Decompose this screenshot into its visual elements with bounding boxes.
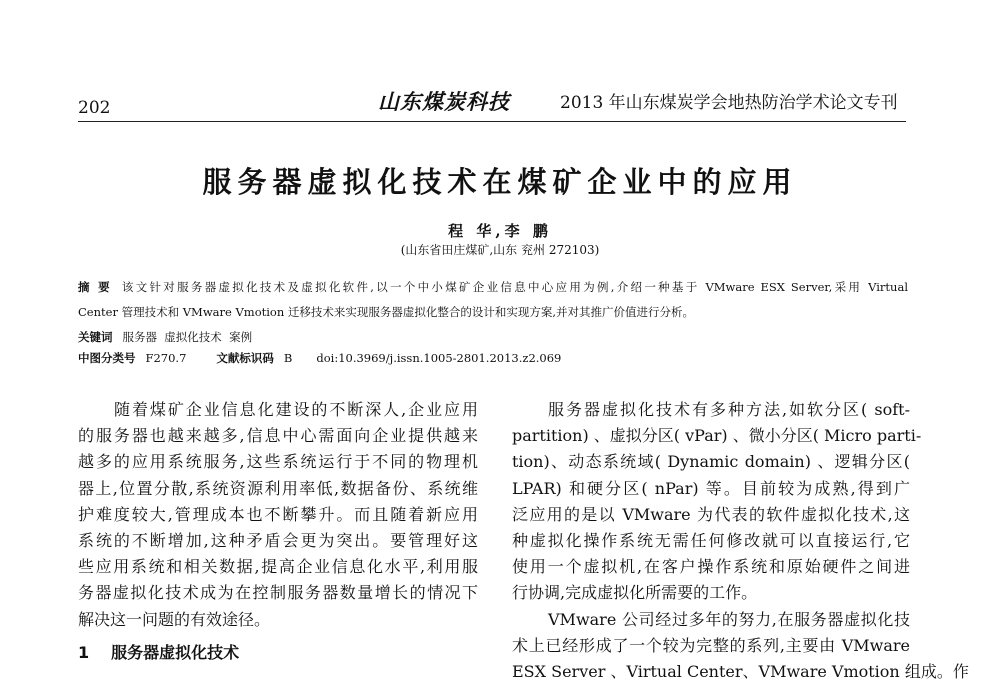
doc-code-label: 文献标识码 bbox=[216, 351, 274, 365]
body-text-line: 随着煤矿企业信息化建设的不断深人,企业应用 bbox=[114, 400, 478, 419]
body-text-line: 的服务器也越来越多,信息中心需面向企业提供越来 bbox=[78, 426, 478, 446]
body-text-line: 术上已经形成了一个较为完整的系列,主要由 VMware bbox=[512, 635, 910, 655]
doi: doi:10.3969/j.issn.1005-2801.2013.z2.069 bbox=[316, 351, 562, 365]
body-text-line: VMware 公司经过多年的努力,在服务器虚拟化技 bbox=[548, 609, 910, 629]
section-title: 服务器虚拟化技术 bbox=[111, 643, 240, 662]
abstract-label: 摘 要 bbox=[78, 280, 112, 294]
keywords-line bbox=[78, 329, 908, 345]
page-number: 202 bbox=[78, 98, 111, 118]
doc-code-value: B bbox=[283, 351, 293, 365]
journal-logo: 山东煤炭科技 bbox=[378, 89, 510, 114]
body-text-line: 些应用系统和相关数据,提高企业信息化水平,利用服 bbox=[78, 557, 478, 577]
body-text-line: 器上,位置分散,系统资源利用率低,数据备份、系统维 bbox=[78, 478, 478, 498]
issue-title: 2013 年山东煤炭学会地热防治学术论文专刊 bbox=[560, 93, 898, 113]
body-text-line: 使用一个虚拟机,在客户操作系统和原始硬件之间进 bbox=[512, 557, 910, 577]
classification-line bbox=[78, 350, 908, 366]
body-text-line: 解决这一问题的有效途径。 bbox=[78, 609, 271, 629]
body-text-line: 系统的不断增加,这种矛盾会更为突出。要管理好这 bbox=[78, 531, 478, 550]
abstract-line bbox=[78, 279, 908, 295]
body-text-line: 服务器虚拟化技术有多种方法,如软分区( soft- bbox=[548, 400, 910, 419]
keywords: 服务器 虚拟化技术 案例 bbox=[122, 330, 253, 344]
clc-label: 中图分类号 bbox=[78, 351, 136, 365]
abstract-text: 该文针对服务器虚拟化技术及虚拟化软件,以一个中小煤矿企业信息中心应用为例,介绍一种基于 VMware ESX Server,采用 Virtual bbox=[121, 280, 908, 294]
article-title: 服务器虚拟化技术在煤矿企业中的应用 bbox=[202, 165, 798, 199]
section-heading bbox=[78, 640, 239, 663]
body-text-line: partition) 、虚拟分区( vPar) 、微小分区( Micro parti- bbox=[512, 426, 922, 446]
body-text-line: LPAR) 和硬分区( nPar) 等。目前较为成熟,得到广 bbox=[512, 478, 910, 498]
body-text-line: 越多的应用系统服务,这些系统运行于不同的物理机 bbox=[78, 452, 478, 472]
body-text-line: 护难度较大,管理成本也不断攀升。而且随着新应用 bbox=[78, 504, 478, 524]
abstract-line: Center 管理技术和 VMware Vmotion 迁移技术来实现服务器虚拟化整合的设计和实现方案,并对其推广价值进行分析。 bbox=[78, 305, 695, 319]
header-rule bbox=[78, 121, 906, 122]
body-text-line: 泛应用的是以 VMware 为代表的软件虚拟化技术,这 bbox=[512, 504, 910, 524]
article-affiliation: (山东省田庄煤矿,山东 兖州 272103) bbox=[400, 243, 600, 257]
body-text-line: 行协调,完成虚拟化所需要的工作。 bbox=[512, 583, 758, 603]
keywords-label: 关键词 bbox=[78, 330, 113, 344]
article-authors: 程 华,李 鹏 bbox=[448, 222, 552, 240]
body-text-line: ESX Server 、Virtual Center、VMware Vmotion 组成。作 bbox=[512, 662, 969, 681]
clc-value: F270.7 bbox=[145, 351, 187, 365]
section-number: 1 bbox=[78, 643, 90, 662]
body-text-line: 种虚拟化操作系统无需任何修改就可以直接运行,它 bbox=[512, 531, 910, 550]
body-text-line: 务器虚拟化技术成为在控制服务器数量增长的情况下 bbox=[78, 583, 478, 603]
body-text-line: tion)、动态系统域( Dynamic domain) 、逻辑分区( bbox=[512, 452, 910, 472]
